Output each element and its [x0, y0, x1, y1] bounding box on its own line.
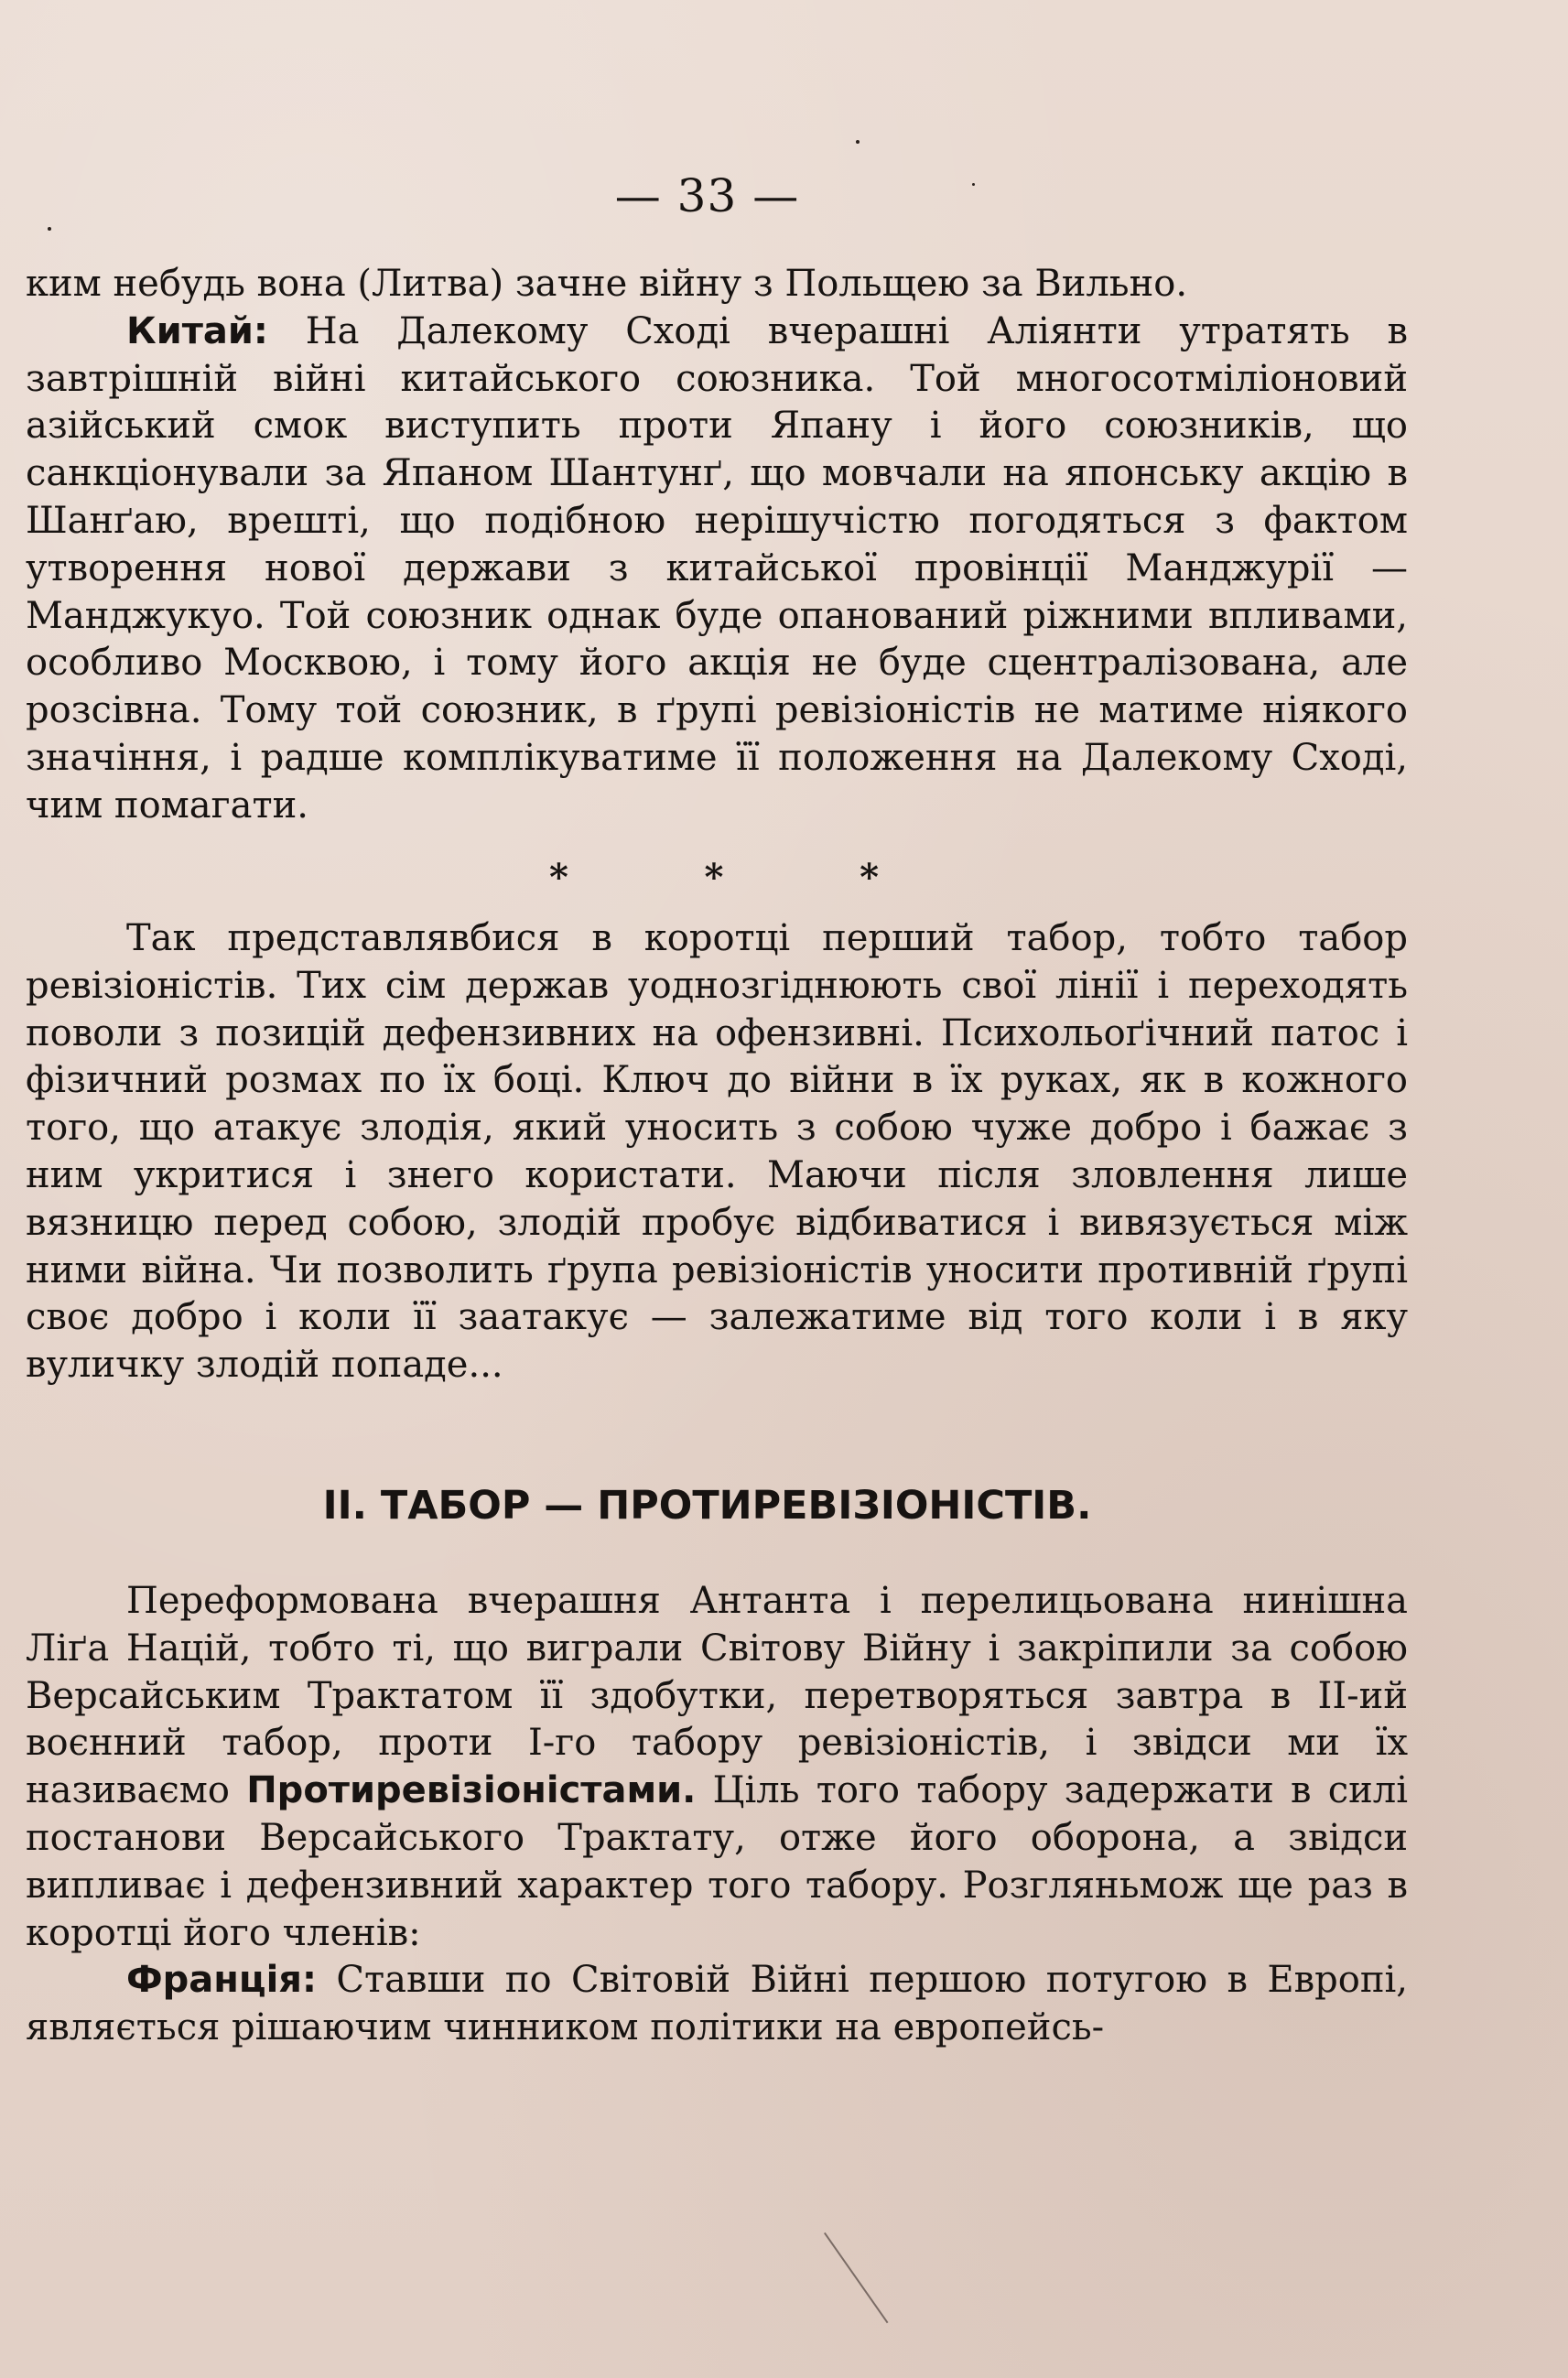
france-label: Франція: [126, 1959, 317, 2002]
paragraph-china [26, 261, 1408, 830]
paragraph-counter-revisionists [26, 1578, 1408, 2052]
separator-star: * [704, 856, 724, 899]
section-separator [549, 856, 879, 899]
paper-speck [856, 140, 860, 144]
paragraph-summary [26, 915, 1408, 1389]
france-paragraph [26, 1957, 1408, 2052]
france-text: Ставши по Світовій Війні першою потугою в Европі, являється рішаючим чинником політики на европейсь- [26, 1959, 1408, 2049]
china-paragraph [26, 308, 1408, 830]
intro-text: Переформована вчерашня Антанта і перелицьована нинішна Ліґа Націй, тобто ті, що виграли Світову Війну і закріпили за собою Версайським Трактатом її здобутки, перетворяться завтра в II-ий воєнний табор, проти I-го табору ревізіоністів, і звідси ми їх називаємо [26, 1580, 1408, 1812]
separator-star: * [549, 856, 568, 899]
counter-revisionists-paragraph [26, 1578, 1408, 1957]
china-text: На Далекому Сході вчерашні Аліянти утратять в завтрішній війні китайського союзника. Той многосотміліоновий азійський смок виступить проти Япану і його союзників, що санкціонували за Япаном Шантунґ, що мовчали на японську акцію в Шанґаю, врешті, що подібною нерішучістю погодяться з фактом утворення нової держави з китайської провінції Манджурії — Манджукуо. Той союзник однак буде опанований ріжними впливами, особливо Москвою, і тому його акція не буде сцентралізована, але розсівна. Тому той союзник, в ґрупі ревізіоністів не матиме ніякого значіння, і радше комплікуватиме її положення на Далекому Сході, чим помагати. [26, 309, 1408, 827]
summary-paragraph: Так представлявбися в коротці перший табор, тобто табор ревізіоністів. Тих сім держав уоднозгіднюють свої лінії і переходять поволи з позицій дефензивних на офензивні. Психольоґічний патос і фізичний розмах по їх боці. Ключ до війни в їх руках, як в кожного того, що атакує злодія, який уносить з собою чуже добро і бажає з ним укритися і знего користати. Маючи після зловлення лише вязницю перед собою, злодій пробує відбиватися і вивязується між ними війна. Чи позволить ґрупа ревізіоністів уносити противній ґрупі своє добро і коли її заатакує — залежатиме від того коли і в яку вуличку злодій попаде... [26, 917, 1408, 1387]
intro-text-continued: Ціль того табору задержати в силі постанови Версайського Трактату, отже його оборона, а звідси випливає і дефензивний характер того табору. Розгляньмож ще раз в коротці його членів: [26, 1769, 1408, 1954]
paper-speck [972, 183, 975, 186]
bold-term: Протиревізіоністами. [246, 1769, 697, 1812]
page-number: — 33 — [614, 169, 800, 222]
separator-star: * [860, 856, 879, 899]
paper-speck [48, 227, 51, 231]
china-label: Китай: [126, 309, 268, 352]
section-heading: II. ТАБОР — ПРОТИРЕВІЗІОНІСТІВ. [322, 1483, 1092, 1529]
continuation-line: ким небудь вона (Литва) зачне війну з Польщею за Вильно. [26, 263, 1188, 305]
paper-scratch [824, 2232, 888, 2323]
